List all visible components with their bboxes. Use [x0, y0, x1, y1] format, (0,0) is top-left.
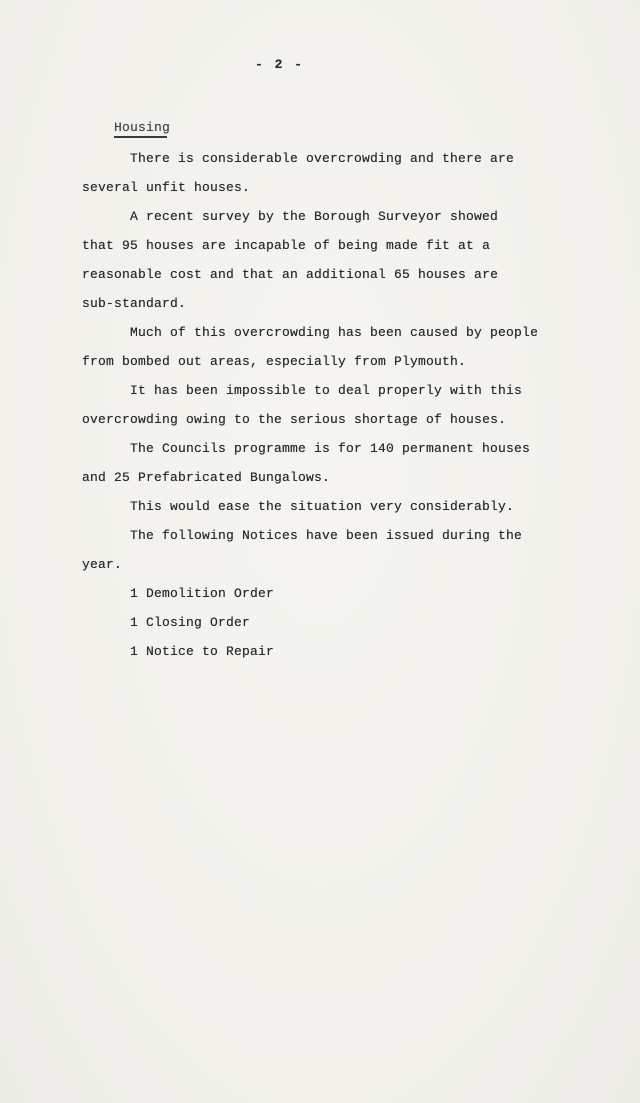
body-line: The Councils programme is for 140 permanent houses — [130, 441, 531, 456]
body-line: that 95 houses are incapable of being made fit at a — [82, 238, 491, 253]
body-line: There is considerable overcrowding and there are — [130, 151, 515, 166]
section-heading: Housing — [114, 120, 171, 135]
body-line: and 25 Prefabricated Bungalows. — [82, 470, 331, 485]
list-item: 1 Notice to Repair — [130, 644, 275, 659]
body-line: Much of this overcrowding has been caused by people — [130, 325, 539, 340]
list-item: 1 Closing Order — [130, 615, 251, 630]
heading-underline — [114, 136, 167, 138]
body-line: year. — [82, 557, 123, 572]
list-item: 1 Demolition Order — [130, 586, 275, 601]
page-number: - 2 - — [255, 57, 305, 72]
body-line: reasonable cost and that an additional 65 houses are — [82, 267, 499, 282]
body-line: several unfit houses. — [82, 180, 251, 195]
body-line: A recent survey by the Borough Surveyor showed — [130, 209, 499, 224]
body-line: from bombed out areas, especially from Plymouth. — [82, 354, 467, 369]
body-line: The following Notices have been issued during the — [130, 528, 523, 543]
body-line: sub-standard. — [82, 296, 187, 311]
body-line: overcrowding owing to the serious shortage of houses. — [82, 412, 507, 427]
body-line: It has been impossible to deal properly with this — [130, 383, 523, 398]
body-line: This would ease the situation very considerably. — [130, 499, 515, 514]
